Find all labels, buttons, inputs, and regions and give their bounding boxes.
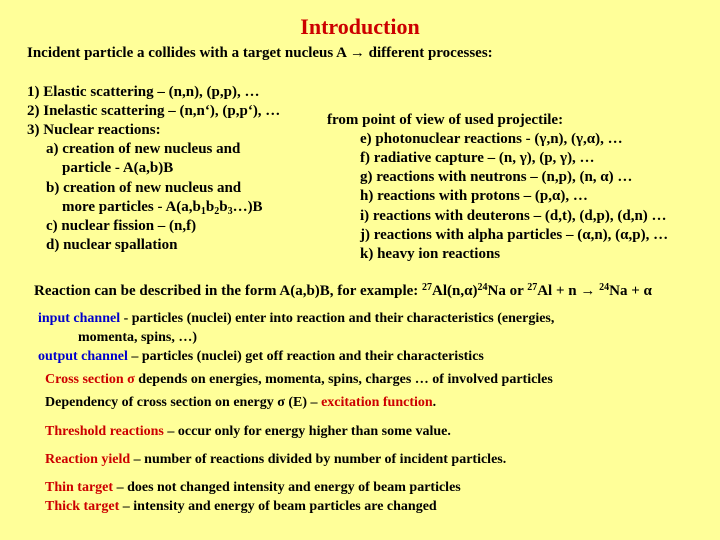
- list-heading: from point of view of used projectile:: [327, 112, 564, 128]
- thin-target-line: [45, 480, 461, 496]
- reaction-form-line: [34, 282, 652, 300]
- list-item: e) photonuclear reactions - (γ,n), (γ,α), …: [360, 131, 623, 147]
- punctuation: .: [432, 395, 437, 410]
- term-thick-target: Thick target: [45, 499, 120, 514]
- list-item: j) reactions with alpha particles – (α,n), (α,p), …: [360, 227, 669, 243]
- term-reaction-yield: Reaction yield: [45, 452, 131, 467]
- formula-tail: …)B: [232, 199, 263, 215]
- mass-number: 27: [527, 282, 538, 293]
- reaction-part: Na + α: [609, 283, 652, 299]
- list-item: 3) Nuclear reactions:: [27, 122, 161, 138]
- term-output-channel: output channel: [38, 349, 128, 364]
- list-item: b) creation of new nucleus and: [46, 180, 242, 196]
- list-item: f) radiative capture – (n, γ), (p, γ), …: [360, 150, 595, 166]
- definition-text: – does not changed intensity and energy of beam particles: [113, 480, 461, 495]
- definition-text: – occur only for energy higher than some value.: [163, 424, 451, 439]
- reaction-part: Na or: [487, 283, 528, 299]
- definition-text: – particles (nuclei) get off reaction and their characteristics: [127, 349, 484, 364]
- input-channel-line2: momenta, spins, …): [78, 330, 198, 345]
- list-item: 2) Inelastic scattering – (n,n‘), (p,p‘), …: [27, 103, 281, 119]
- list-item: a) creation of new nucleus and: [46, 141, 241, 157]
- formula-sub: 3: [227, 206, 233, 217]
- formula-sub: 2: [214, 206, 220, 217]
- definition-text: depends on energies, momenta, spins, charges … of involved particles: [134, 372, 553, 387]
- reaction-text: Reaction can be described in the form A(a,b)B, for example:: [34, 283, 423, 299]
- reaction-part: Al + n →: [537, 283, 600, 299]
- formula-b: b: [219, 199, 228, 215]
- intro-line: Incident particle a collides with a target nucleus A → different processes:: [27, 45, 493, 61]
- list-item-formula: [62, 199, 263, 217]
- reaction-part: Al(n,α): [432, 283, 478, 299]
- term-input-channel: input channel: [38, 311, 121, 326]
- term-thin-target: Thin target: [45, 480, 114, 495]
- definition-text: – intensity and energy of beam particles are changed: [119, 499, 437, 514]
- output-channel-line: [38, 349, 484, 365]
- list-item: g) reactions with neutrons – (n,p), (n, α) …: [360, 169, 633, 185]
- yield-line: [45, 452, 506, 468]
- page-title: Introduction: [300, 14, 420, 39]
- list-item: i) reactions with deuterons – (d,t), (d,p), (d,n) …: [360, 208, 667, 224]
- threshold-line: [45, 424, 451, 440]
- list-item: d) nuclear spallation: [46, 237, 178, 253]
- definition-text: Dependency of cross section on energy σ (E) –: [45, 395, 322, 410]
- term-threshold: Threshold reactions: [45, 424, 164, 439]
- term-excitation-function: excitation function: [321, 395, 433, 410]
- dependency-line: [45, 395, 436, 411]
- formula-sub: 1: [200, 206, 206, 217]
- list-item: particle - A(a,b)B: [62, 160, 174, 176]
- list-item: h) reactions with protons – (p,α), …: [360, 188, 588, 204]
- definition-text: - particles (nuclei) enter into reaction and their characteristics (energies,: [120, 311, 555, 326]
- cross-section-line: [45, 372, 553, 388]
- thick-target-line: [45, 499, 437, 515]
- list-item: c) nuclear fission – (n,f): [46, 218, 197, 234]
- mass-number: 24: [599, 282, 610, 293]
- term-cross-section: Cross section σ: [45, 372, 135, 387]
- formula-prefix: more particles - A(a,b: [62, 199, 201, 215]
- formula-b: b: [205, 199, 215, 215]
- list-item: k) heavy ion reactions: [360, 246, 501, 262]
- mass-number: 24: [477, 282, 488, 293]
- mass-number: 27: [422, 282, 433, 293]
- list-item: 1) Elastic scattering – (n,n), (p,p), …: [27, 84, 260, 100]
- definition-text: – number of reactions divided by number of incident particles.: [130, 452, 507, 467]
- input-channel-line: [38, 311, 554, 327]
